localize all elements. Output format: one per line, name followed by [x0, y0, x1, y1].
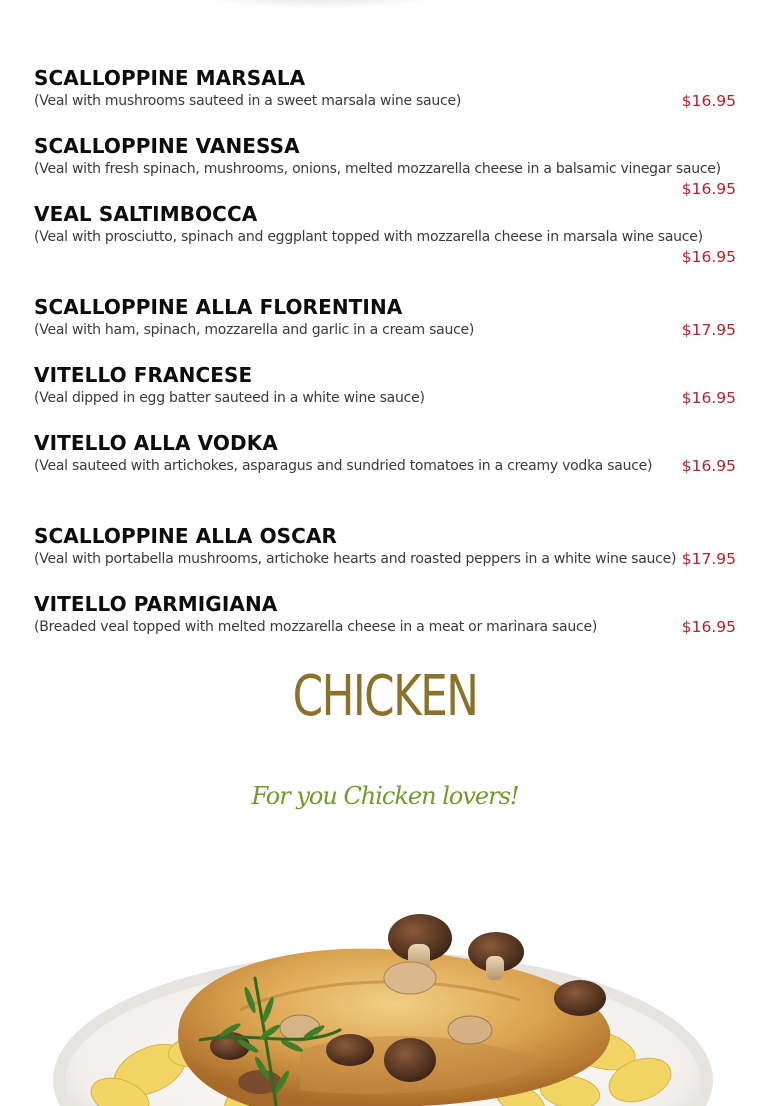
- item-name: VITELLO ALLA VODKA: [34, 431, 278, 455]
- item-price: $16.95: [681, 457, 736, 475]
- item-price: $16.95: [681, 92, 736, 110]
- item-name: VITELLO PARMIGIANA: [34, 592, 278, 616]
- chicken-dish-photo: [0, 860, 770, 1106]
- item-name: VITELLO FRANCESE: [34, 363, 253, 387]
- item-price: $16.95: [681, 180, 736, 198]
- item-price: $17.95: [681, 550, 736, 568]
- item-name: SCALLOPPINE ALLA FLORENTINA: [34, 295, 403, 319]
- item-description: (Veal with ham, spinach, mozzarella and garlic in a cream sauce): [34, 322, 475, 338]
- item-name: SCALLOPPINE ALLA OSCAR: [34, 524, 338, 548]
- item-description: (Veal with mushrooms sauteed in a sweet marsala wine sauce): [34, 93, 462, 109]
- item-name: VEAL SALTIMBOCCA: [34, 202, 258, 226]
- item-price: $17.95: [681, 321, 736, 339]
- item-price: $16.95: [681, 248, 736, 266]
- item-name: SCALLOPPINE MARSALA: [34, 66, 306, 90]
- item-description: (Breaded veal topped with melted mozzarella cheese in a meat or marinara sauce): [34, 619, 598, 635]
- item-description: (Veal dipped in egg batter sauteed in a white wine sauce): [34, 390, 425, 406]
- item-price: $16.95: [681, 389, 736, 407]
- item-price: $16.95: [681, 618, 736, 636]
- section-title-chicken: CHICKEN: [292, 664, 478, 729]
- top-shadow-decoration: [210, 0, 430, 8]
- item-description: (Veal with prosciutto, spinach and eggplant topped with mozzarella cheese in marsala wine sauce): [34, 229, 703, 245]
- section-tagline: For you Chicken lovers!: [251, 782, 519, 810]
- item-name: SCALLOPPINE VANESSA: [34, 134, 300, 158]
- item-description: (Veal with portabella mushrooms, artichoke hearts and roasted peppers in a white wine sauce): [34, 551, 677, 567]
- item-description: (Veal sauteed with artichokes, asparagus and sundried tomatoes in a creamy vodka sauce): [34, 458, 653, 474]
- item-description: (Veal with fresh spinach, mushrooms, onions, melted mozzarella cheese in a balsamic vinegar sauce): [34, 161, 721, 177]
